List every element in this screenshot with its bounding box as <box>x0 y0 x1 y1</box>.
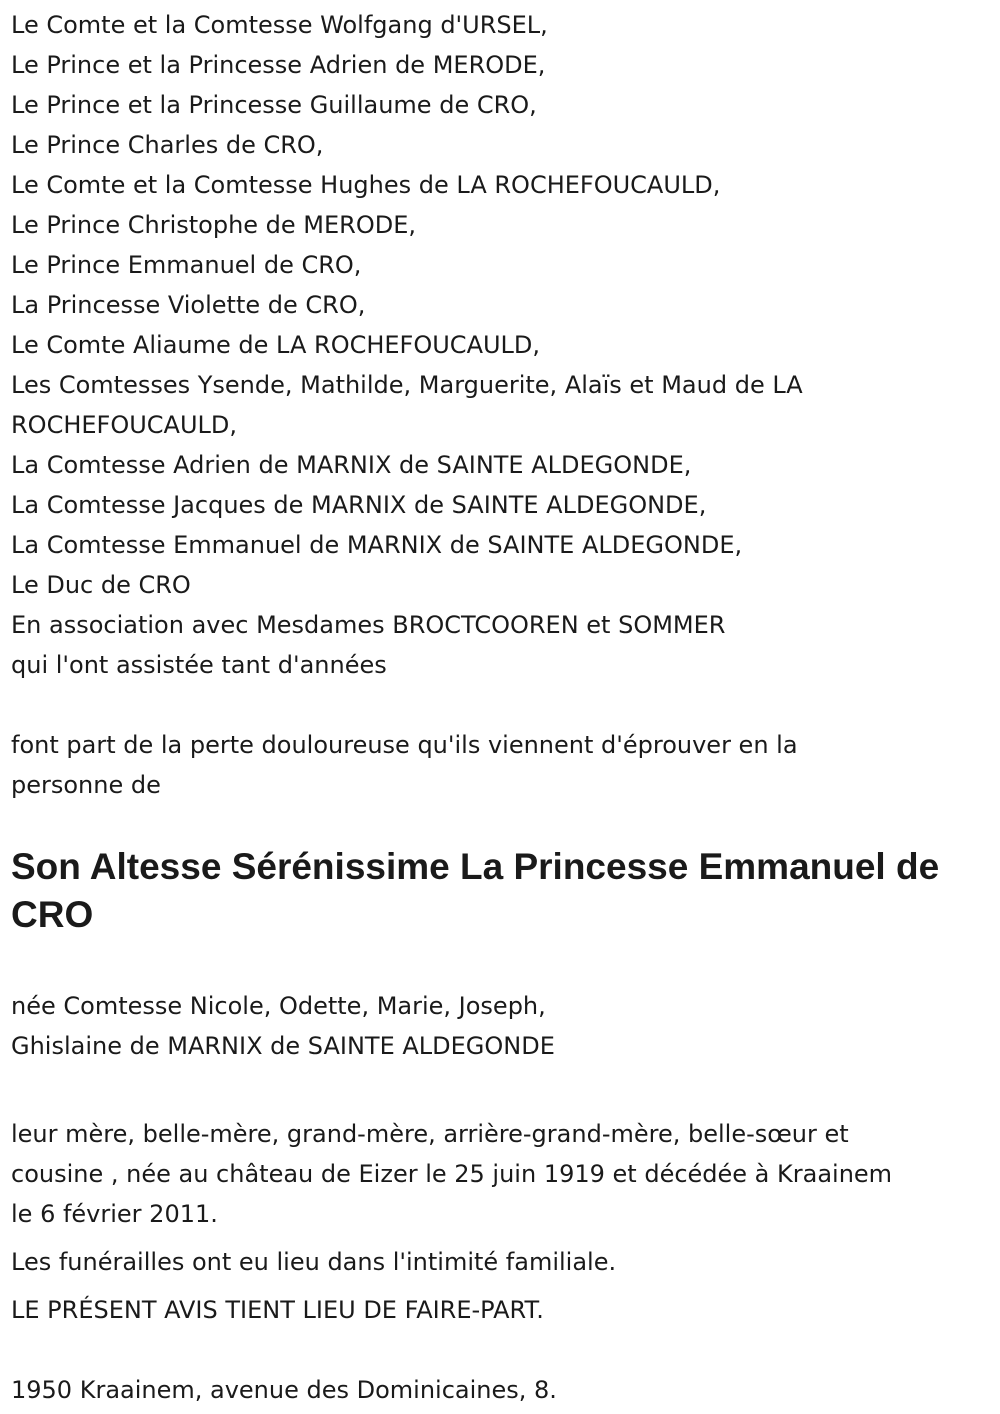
announcement-line: personne de <box>11 771 161 799</box>
relation-text <box>11 1114 980 1234</box>
family-line: La Princesse Violette de CRO, <box>11 291 366 319</box>
family-line: Les Comtesses Ysende, Mathilde, Marguerite, Alaïs et Maud de LA <box>11 371 803 399</box>
family-list <box>11 5 980 685</box>
family-line: ROCHEFOUCAULD, <box>11 411 238 439</box>
deceased-title: Son Altesse Sérénissime La Princesse Emmanuel de CRO <box>11 846 940 935</box>
relation-line: le 6 février 2011. <box>11 1200 218 1228</box>
funeral-text: Les funérailles ont eu lieu dans l'intimité familiale. <box>11 1248 617 1276</box>
address-text: 1950 Kraainem, avenue des Dominicaines, 8. <box>11 1376 557 1404</box>
family-line: qui l'ont assistée tant d'années <box>11 651 387 679</box>
family-line: Le Comte et la Comtesse Wolfgang d'URSEL, <box>11 11 548 39</box>
announcement-line: font part de la perte douloureuse qu'ils viennent d'éprouver en la <box>11 731 798 759</box>
birth-name-line: née Comtesse Nicole, Odette, Marie, Joseph, <box>11 992 546 1020</box>
family-line: La Comtesse Jacques de MARNIX de SAINTE ALDEGONDE, <box>11 491 707 519</box>
family-line: La Comtesse Adrien de MARNIX de SAINTE ALDEGONDE, <box>11 451 692 479</box>
announcement-text <box>11 725 980 805</box>
birth-name <box>11 986 980 1066</box>
birth-name-line: Ghislaine de MARNIX de SAINTE ALDEGONDE <box>11 1032 555 1060</box>
family-line: Le Comte et la Comtesse Hughes de LA ROCHEFOUCAULD, <box>11 171 721 199</box>
notice-text: LE PRÉSENT AVIS TIENT LIEU DE FAIRE-PART. <box>11 1296 544 1324</box>
family-line: La Comtesse Emmanuel de MARNIX de SAINTE ALDEGONDE, <box>11 531 743 559</box>
family-line: Le Prince et la Princesse Adrien de MERODE, <box>11 51 546 79</box>
family-line: Le Prince Christophe de MERODE, <box>11 211 417 239</box>
family-line: Le Prince Emmanuel de CRO, <box>11 251 362 279</box>
family-line: En association avec Mesdames BROCTCOOREN et SOMMER <box>11 611 726 639</box>
relation-line: leur mère, belle-mère, grand-mère, arrière-grand-mère, belle-sœur et <box>11 1120 849 1148</box>
family-line: Le Duc de CRO <box>11 571 191 599</box>
family-line: Le Prince et la Princesse Guillaume de CRO, <box>11 91 537 119</box>
relation-line: cousine , née au château de Eizer le 25 juin 1919 et décédée à Kraainem <box>11 1160 893 1188</box>
family-line: Le Prince Charles de CRO, <box>11 131 324 159</box>
family-line: Le Comte Aliaume de LA ROCHEFOUCAULD, <box>11 331 541 359</box>
